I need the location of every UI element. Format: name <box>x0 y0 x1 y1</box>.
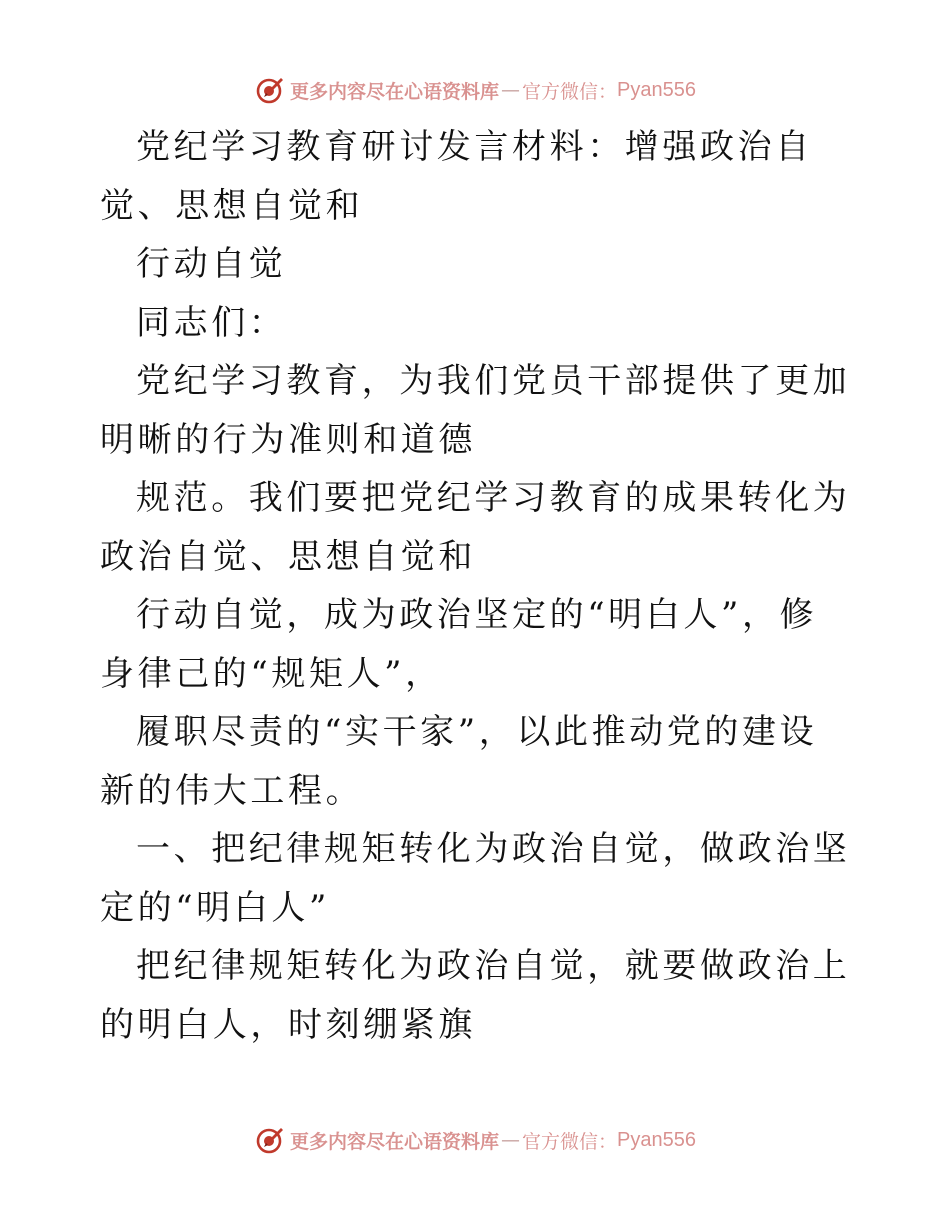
section-heading: 一、把纪律规矩转化为政治自觉，做政治坚定的“明白人” <box>100 829 851 928</box>
body-paragraph: 把纪律规矩转化为政治自觉，就要做政治上的明白人，时刻绷紧旗 <box>100 946 851 1045</box>
pen-circle-logo-icon <box>254 74 286 106</box>
body-paragraph: 履职尽责的“实干家”，以此推动党的建设新的伟大工程。 <box>100 712 818 811</box>
banner-separator: — <box>501 79 521 101</box>
banner-wechat-id: Pyan556 <box>617 1128 696 1151</box>
banner-wechat-label: 官方微信： <box>522 1130 618 1153</box>
footer-banner <box>0 1120 950 1160</box>
banner-wechat-label: 官方微信： <box>522 80 618 103</box>
document-title: 党纪学习教育研讨发言材料：增强政治自觉、思想自觉和 <box>100 127 813 226</box>
pen-circle-logo-icon <box>254 1124 286 1156</box>
banner-site-name: 更多内容尽在心语资料库 <box>290 80 500 103</box>
body-paragraph: 规范。我们要把党纪学习教育的成果转化为政治自觉、思想自觉和 <box>100 478 851 577</box>
body-paragraph: 党纪学习教育，为我们党员干部提供了更加明晰的行为准则和道德 <box>100 361 851 460</box>
document-body <box>100 118 852 1054</box>
salutation: 同志们： <box>136 302 287 343</box>
banner-site-name: 更多内容尽在心语资料库 <box>290 1130 500 1153</box>
banner-separator: — <box>501 1129 521 1151</box>
banner-wechat-id: Pyan556 <box>617 78 696 101</box>
document-title-continued: 行动自觉 <box>136 244 287 284</box>
header-banner <box>0 70 950 110</box>
body-paragraph: 行动自觉，成为政治坚定的“明白人”，修身律己的“规矩人”， <box>100 595 818 694</box>
